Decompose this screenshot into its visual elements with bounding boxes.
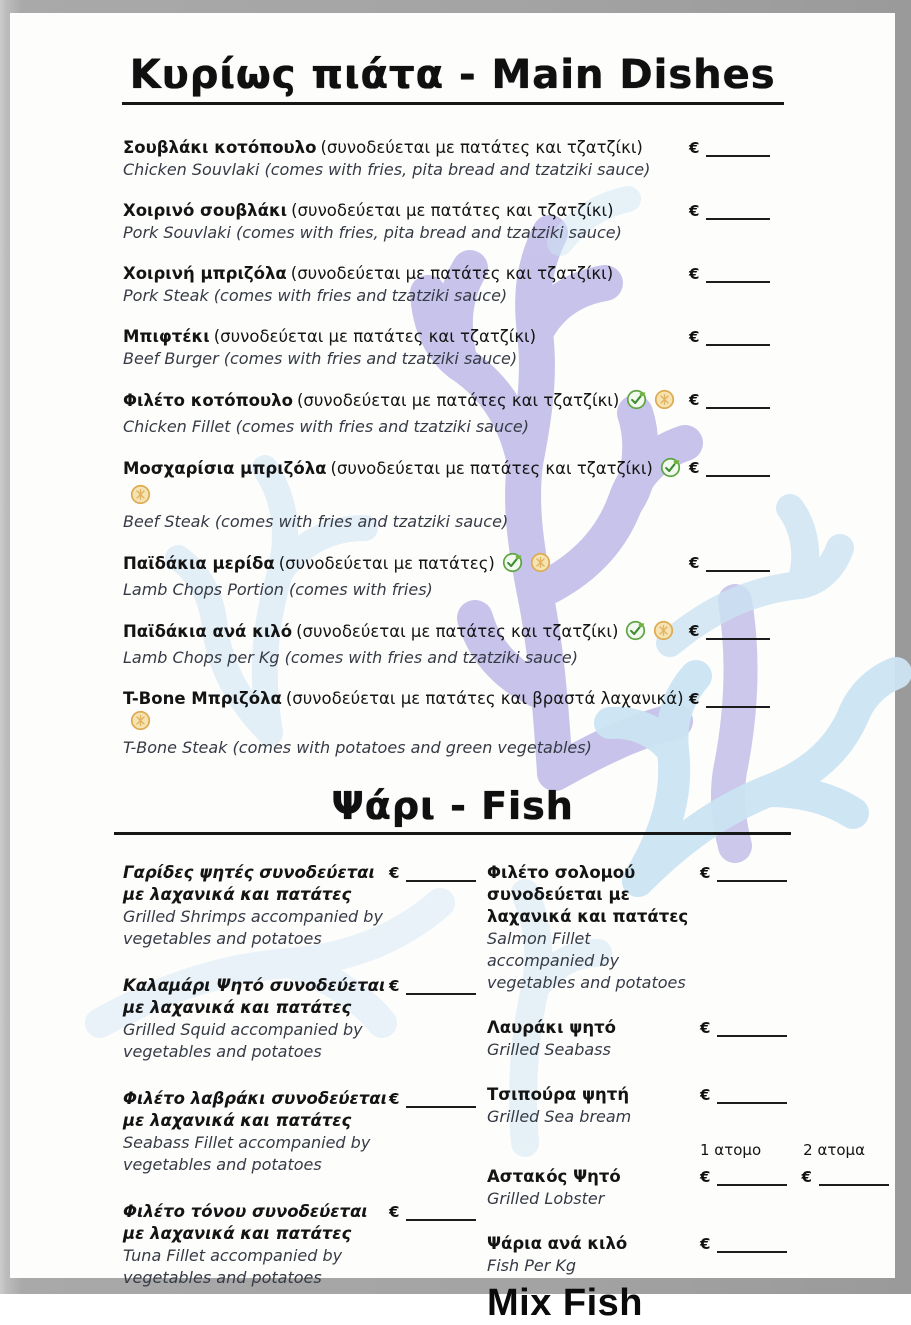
one-person-label: 1 ατομο (700, 1141, 762, 1159)
price-field (700, 1233, 787, 1253)
item-name-greek: Τσιπούρα ψητή (487, 1085, 630, 1104)
item-note-greek: (συνοδεύεται με πατάτες και τζατζίκι) (296, 622, 619, 641)
fish-item-grilled-seabass (487, 1017, 885, 1061)
item-desc-english: Seabass Fillet accompanied by vegetables and potatoes (123, 1133, 371, 1174)
main-title-underline (122, 102, 784, 105)
menu-paper (10, 13, 895, 1324)
euro-sign: € (700, 1086, 711, 1104)
item-name-greek: Λαυράκι ψητό (487, 1018, 617, 1037)
item-desc-english: T-Bone Steak (comes with potatoes and green vegetables) (123, 738, 592, 757)
price-blank-line (717, 1171, 787, 1186)
price-field (700, 862, 787, 882)
euro-sign: € (689, 391, 700, 409)
price-blank-line (406, 980, 476, 995)
menu-item-lamb-chops-portion (123, 552, 785, 601)
item-desc-english: Pork Steak (comes with fries and tzatziki sauce) (123, 286, 508, 305)
item-desc-english: Pork Souvlaki (comes with fries, pita bread and tzatziki sauce) (123, 223, 622, 242)
item-desc-english: Lamb Chops per Kg (comes with fries and tzatziki sauce) (123, 648, 578, 667)
euro-sign: € (689, 265, 700, 283)
item-name-greek: Γαρίδες ψητές συνοδεύεται με λαχανικά και πατάτες (123, 863, 375, 904)
item-desc-english: Grilled Seabass (487, 1040, 611, 1059)
price-blank-line (706, 462, 770, 477)
item-note-greek: (συνοδεύεται με πατάτες και τζατζίκι) (291, 201, 614, 220)
menu-item-beef-steak (123, 457, 785, 533)
price-blank-line (717, 1089, 787, 1104)
price-field (689, 552, 785, 572)
item-name-greek: Φιλέτο σολομού συνοδεύεται με λαχανικά και πατάτες (487, 863, 689, 926)
item-desc-english: Grilled Squid accompanied by vegetables and potatoes (123, 1020, 363, 1061)
item-note-greek: (συνοδεύεται με πατάτες και βραστά λαχανικά) (285, 689, 684, 708)
price-field-two-persons (801, 1166, 888, 1186)
item-name-greek: Αστακός Ψητό (487, 1167, 621, 1186)
item-name-greek: Χοιρινό σουβλάκι (123, 201, 288, 220)
price-blank-line (706, 205, 770, 220)
item-name-greek: Φιλέτο κοτόπουλο (123, 391, 293, 410)
item-name-greek: Μπιφτέκι (123, 327, 210, 346)
main-dishes-title: Κυρίως πιάτα - Main Dishes (129, 52, 776, 98)
euro-sign: € (389, 1203, 400, 1221)
price-field (689, 326, 785, 346)
item-name-greek: Φιλέτο τόνου συνοδεύεται με λαχανικά και πατάτες (123, 1202, 368, 1243)
item-desc-english: Lamb Chops Portion (comes with fries) (123, 580, 433, 599)
euro-sign: € (689, 690, 700, 708)
menu-item-chicken-souvlaki (123, 137, 785, 181)
price-field (389, 975, 476, 995)
fish-item-fish-per-kg (487, 1233, 885, 1277)
price-field (389, 1201, 476, 1221)
fish-item-grilled-lobster (487, 1166, 885, 1210)
item-desc-english: Salmon Fillet accompanied by vegetables and potatoes (487, 929, 686, 992)
price-blank-line (706, 331, 770, 346)
item-name-greek: Παϊδάκια μερίδα (123, 554, 275, 573)
euro-sign: € (700, 1019, 711, 1037)
fish-column-right (487, 862, 885, 1325)
price-field-one-person (700, 1166, 787, 1186)
euro-sign: € (389, 1090, 400, 1108)
euro-sign: € (689, 459, 700, 477)
item-desc-english: Beef Steak (comes with fries and tzatziki sauce) (123, 512, 509, 531)
menu-item-lamb-chops-per-kg (123, 620, 785, 669)
price-field (689, 137, 785, 157)
euro-sign: € (689, 328, 700, 346)
item-desc-english: Grilled Shrimps accompanied by vegetables and potatoes (123, 907, 383, 948)
fish-title-underline (114, 832, 791, 835)
main-dishes-list (123, 137, 785, 759)
price-field (700, 1084, 787, 1104)
fish-column-left (123, 862, 487, 1325)
fish-item-seabass-fillet (123, 1088, 487, 1176)
price-blank-line (706, 268, 770, 283)
fish-item-grilled-shrimps (123, 862, 487, 950)
green-check-leaf-icon (660, 457, 681, 484)
menu-item-beef-burger (123, 326, 785, 370)
fish-list (123, 862, 895, 1325)
price-blank-line (717, 1022, 787, 1037)
item-desc-english: Grilled Lobster (487, 1189, 605, 1208)
price-blank-line (717, 867, 787, 882)
fish-item-grilled-sea-bream (487, 1084, 885, 1128)
item-desc-english: Tuna Fillet accompanied by vegetables and potatoes (123, 1246, 343, 1287)
item-name-greek: Μοσχαρίσια μπριζόλα (123, 459, 327, 478)
euro-sign: € (689, 139, 700, 157)
orange-coin-icon (130, 710, 151, 737)
price-blank-line (706, 557, 770, 572)
euro-sign: € (389, 977, 400, 995)
item-name-greek: Παϊδάκια ανά κιλό (123, 622, 293, 641)
item-desc-english: Beef Burger (comes with fries and tzatziki sauce) (123, 349, 518, 368)
green-check-leaf-icon (625, 620, 646, 647)
price-blank-line (717, 1238, 787, 1253)
item-name-greek: Σουβλάκι κοτόπουλο (123, 138, 317, 157)
menu-item-tbone-steak (123, 688, 785, 759)
item-name-greek: Ψάρια ανά κιλό (487, 1234, 628, 1253)
price-field (389, 1088, 476, 1108)
fish-item-tuna-fillet (123, 1201, 487, 1289)
two-persons-label: 2 ατομα (803, 1141, 865, 1159)
item-name-greek: Φιλέτο λαβράκι συνοδεύεται με λαχανικά και πατάτες (123, 1089, 388, 1130)
price-field (389, 862, 476, 882)
price-field (689, 620, 785, 640)
fish-item-grilled-squid (123, 975, 487, 1063)
euro-sign: € (689, 554, 700, 572)
green-check-leaf-icon (626, 389, 647, 416)
price-blank-line (406, 1206, 476, 1221)
fish-item-salmon-fillet (487, 862, 885, 994)
euro-sign: € (389, 864, 400, 882)
price-blank-line (706, 625, 770, 640)
item-name-greek: Καλαμάρι Ψητό συνοδεύεται με λαχανικά και πατάτες (123, 976, 386, 1017)
price-blank-line (406, 1093, 476, 1108)
price-blank-line (706, 142, 770, 157)
item-note-greek: (συνοδεύεται με πατάτες και τζατζίκι) (296, 391, 620, 410)
euro-sign: € (700, 1235, 711, 1253)
item-desc-english: Chicken Souvlaki (comes with fries, pita bread and tzatziki sauce) (123, 160, 651, 179)
item-name-greek: Χοιρινή μπριζόλα (123, 264, 287, 283)
green-check-leaf-icon (502, 552, 523, 579)
orange-coin-icon (653, 620, 674, 647)
orange-coin-icon (530, 552, 551, 579)
menu-item-pork-souvlaki (123, 200, 785, 244)
price-blank-line (706, 394, 770, 409)
item-desc-english: Chicken Fillet (comes with fries and tzatziki sauce) (123, 417, 530, 436)
orange-coin-icon (654, 389, 675, 416)
item-note-greek: (συνοδεύεται με πατάτες και τζατζίκι) (330, 459, 653, 478)
item-note-greek: (συνοδεύεται με πατάτες και τζατζίκι) (290, 264, 614, 283)
item-note-greek: (συνοδεύεται με πατάτες και τζατζίκι) (213, 327, 537, 346)
price-blank-line (819, 1171, 889, 1186)
euro-sign: € (700, 864, 711, 882)
price-field (689, 200, 785, 220)
item-name-greek: T-Bone Μπριζόλα (123, 689, 282, 708)
euro-sign: € (700, 1168, 711, 1186)
price-field (689, 263, 785, 283)
item-note-greek: (συνοδεύεται με πατάτες και τζατζίκι) (320, 138, 643, 157)
euro-sign: € (801, 1168, 812, 1186)
price-field (689, 389, 785, 409)
fish-title: Ψάρι - Fish (331, 784, 574, 828)
persons-header-row (700, 1141, 885, 1159)
euro-sign: € (689, 202, 700, 220)
price-field (689, 457, 785, 477)
price-field (689, 688, 785, 708)
item-desc-english: Grilled Sea bream (487, 1107, 632, 1126)
item-desc-english: Fish Per Kg (487, 1256, 577, 1275)
item-note-greek: (συνοδεύεται με πατάτες) (278, 554, 495, 573)
orange-coin-icon (130, 484, 151, 511)
menu-item-pork-steak (123, 263, 785, 307)
menu-item-chicken-fillet (123, 389, 785, 438)
euro-sign: € (689, 622, 700, 640)
price-field (700, 1017, 787, 1037)
mix-fish-heading: Mix Fish (487, 1282, 644, 1324)
price-blank-line (406, 867, 476, 882)
price-blank-line (706, 693, 770, 708)
